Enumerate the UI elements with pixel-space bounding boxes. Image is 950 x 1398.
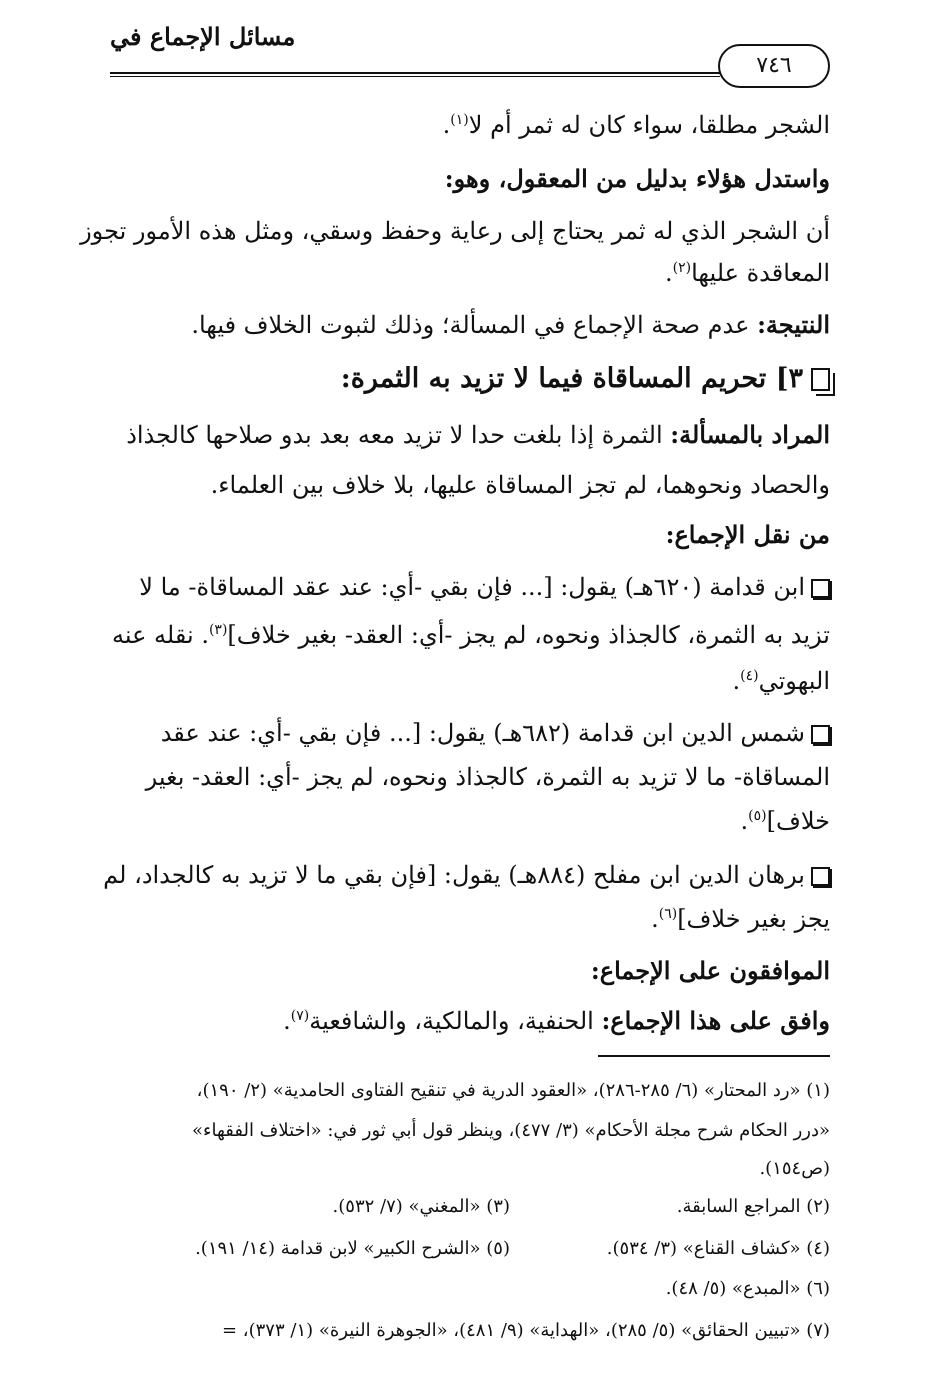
paragraph-line — [103, 858, 830, 892]
text: شمس الدين ابن قدامة (٦٨٢هـ) يقول: [... فإن بقي -أي: عند عقد — [160, 719, 805, 747]
result-label: النتيجة: — [757, 310, 830, 339]
text: يجز بغير خلاف] — [677, 905, 830, 933]
text: . — [442, 111, 451, 139]
text: . — [740, 807, 749, 835]
text: عدم صحة الإجماع في المسألة؛ وذلك لثبوت الخلاف فيها. — [191, 311, 758, 339]
running-title: مسائل الإجماع في — [110, 22, 296, 51]
paragraph-line — [118, 108, 830, 142]
result-line — [118, 308, 830, 342]
document-icon — [811, 368, 830, 391]
paragraph-line — [118, 664, 830, 698]
paragraph-line — [118, 570, 830, 604]
text: الحنفية، والمالكية، والشافعية — [309, 1007, 602, 1035]
paragraph-line: والحصاد ونحوهما، لم تجز المساقاة عليها، بلا خلاف بين العلماء. — [210, 471, 830, 499]
text: البهوتي — [758, 667, 830, 695]
footnote: (ص١٥٤). — [759, 1158, 830, 1179]
text: ابن قدامة (٦٢٠هـ) يقول: [... فإن بقي -أي: عند عقد المساقاة- ما لا — [139, 573, 805, 601]
footnote-ref[interactable]: (٣) — [208, 622, 228, 638]
footnote-ref[interactable]: (٦) — [658, 906, 678, 922]
text: . نقله عنه — [112, 621, 209, 649]
subheading: من نقل الإجماع: — [665, 520, 830, 549]
footnote-ref[interactable]: (٢) — [672, 260, 692, 276]
footnote: (٥) «الشرح الكبير» لابن قدامة (١٤/ ١٩١). — [195, 1238, 510, 1259]
paragraph-line — [118, 1004, 830, 1038]
paragraph-line — [118, 256, 830, 290]
paragraph-line — [118, 716, 830, 750]
text: . — [664, 259, 673, 287]
agreement-label: وافق على هذا الإجماع: — [601, 1006, 830, 1035]
header-rule-thin — [110, 76, 720, 77]
text: . — [732, 667, 741, 695]
footnote-rule — [598, 1055, 830, 1057]
footnote: (٧) «تبيين الحقائق» (٥/ ٢٨٥)، «الهداية» (٩/ ٤٨١)، «الجوهرة النيرة» (١/ ٣٧٣)، = — [222, 1320, 830, 1341]
page-number: ٧٤٦ — [718, 44, 830, 88]
text: برهان الدين ابن مفلح (٨٨٤هـ) يقول: [فإن بقي ما لا تزيد به كالجداد، لم — [103, 861, 805, 889]
text: خلاف] — [766, 807, 830, 835]
checkbox-bullet-icon — [811, 725, 830, 744]
text: المعاقدة عليها — [691, 259, 830, 287]
checkbox-bullet-icon — [811, 579, 830, 598]
subheading: واستدل هؤلاء بدليل من المعقول، وهو: — [444, 164, 830, 193]
paragraph-line: أن الشجر الذي له ثمر يحتاج إلى رعاية وحفظ وسقي، ومثل هذه الأمور تجوز — [80, 217, 830, 245]
footnote-ref[interactable]: (٤) — [740, 668, 759, 684]
footnote-ref[interactable]: (١) — [450, 112, 469, 128]
footnote: (٣) «المغني» (٧/ ٥٣٢). — [332, 1196, 510, 1217]
footnote: «درر الحكام شرح مجلة الأحكام» (٣/ ٤٧٧)، وينظر قول أبي ثور في: «اختلاف الفقهاء» — [192, 1120, 830, 1141]
paragraph-line: المساقاة- ما لا تزيد به الثمرة، كالجذاذ ونحوه، لم يجز -أي: العقد- بغير — [145, 763, 830, 791]
footnote: (٤) «كشاف القناع» (٣/ ٥٣٤). — [606, 1238, 830, 1259]
checkbox-bullet-icon — [811, 867, 830, 886]
section-heading — [118, 362, 830, 396]
subheading: الموافقون على الإجماع: — [590, 956, 830, 985]
paragraph-line — [112, 618, 830, 652]
paragraph-line — [118, 418, 830, 452]
paragraph-line — [118, 804, 830, 838]
footnote-ref[interactable]: (٥) — [748, 808, 767, 824]
text: . — [651, 905, 659, 933]
definition-label: المراد بالمسألة: — [670, 420, 830, 449]
paragraph-line — [118, 902, 830, 936]
text: الشجر مطلقا، سواء كان له ثمر أم لا — [468, 111, 830, 139]
text: . — [283, 1007, 291, 1035]
footnote: (٦) «المبدع» (٥/ ٤٨). — [665, 1278, 830, 1299]
text: تزيد به الثمرة، كالجذاذ ونحوه، لم يجز -أي: العقد- بغير خلاف] — [227, 621, 830, 649]
footnote-ref[interactable]: (٧) — [290, 1008, 310, 1024]
text: الثمرة إذا بلغت حدا لا تزيد معه بعد بدو صلاحها كالجذاذ — [126, 421, 671, 449]
footnote: (١) «رد المحتار» (٦/ ٢٨٥-٢٨٦)، «العقود الدرية في تنقيح الفتاوى الحامدية» (٢/ ١٩٠)، — [196, 1080, 830, 1101]
footnote: (٢) المراجع السابقة. — [676, 1196, 830, 1217]
section-heading-text: ٣] تحريم المساقاة فيما لا تزيد به الثمرة: — [340, 363, 803, 394]
